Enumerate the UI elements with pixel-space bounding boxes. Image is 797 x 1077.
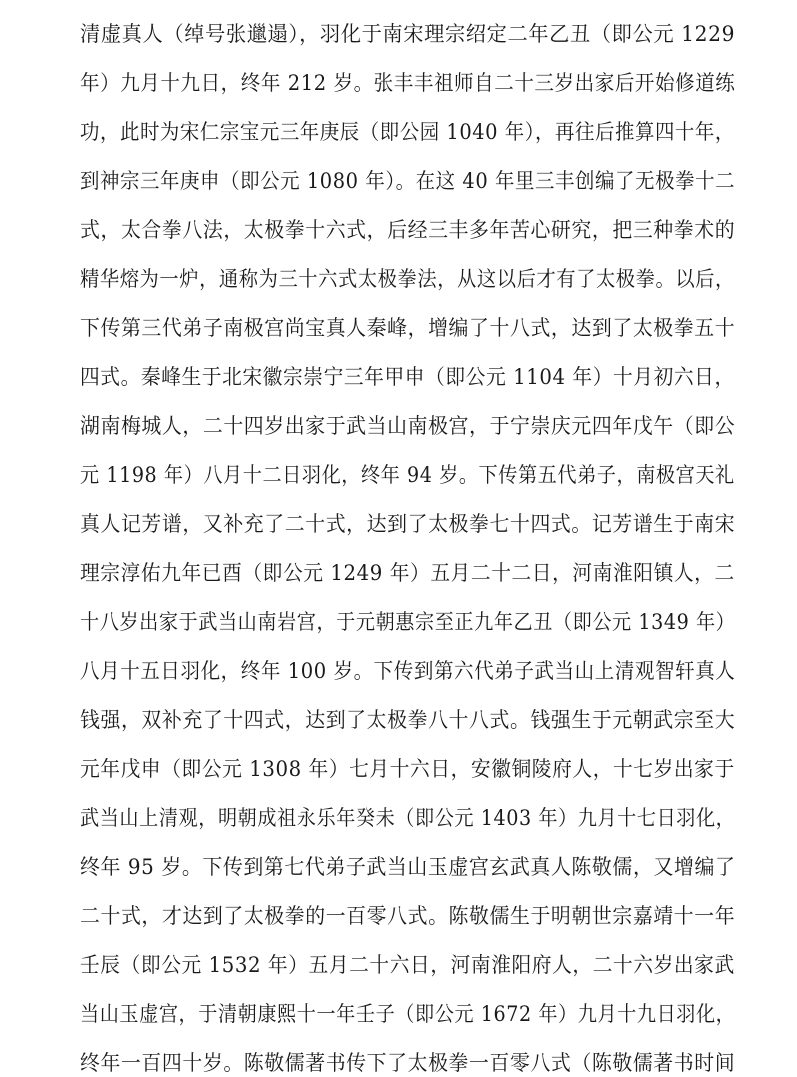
text-line: 当山玉虚宫，于清朝康熙十一年壬子（即公元 1672 年）九月十九日羽化， (80, 1002, 736, 1026)
text-line: 下传第三代弟子南极宫尚宝真人秦峰，增编了十八式，达到了太极拳五十 (80, 316, 736, 340)
text-line: 八月十五日羽化，终年 100 岁。下传到第六代弟子武当山上清观智轩真人 (80, 659, 736, 683)
text-line: 年）九月十九日，终年 212 岁。张丰丰祖师自二十三岁出家后开始修道练 (80, 71, 736, 95)
text-line: 二十式，才达到了太极拳的一百零八式。陈敬儒生于明朝世宗嘉靖十一年 (80, 904, 736, 928)
text-line: 理宗淳佑九年已酉（即公元 1249 年）五月二十二日，河南淮阳镇人，二 (80, 561, 735, 585)
text-line: 元年戊申（即公元 1308 年）七月十六日，安徽铜陵府人，十七岁出家于 (80, 757, 735, 781)
text-line: 四式。秦峰生于北宋徽宗崇宁三年甲申（即公元 1104 年）十月初六日， (80, 365, 735, 389)
text-line: 钱强，双补充了十四式，达到了太极拳八十八式。钱强生于元朝武宗至大 (80, 708, 736, 732)
text-line: 精华熔为一炉，通称为三十六式太极拳法，从这以后才有了太极拳。以后， (80, 267, 735, 291)
text-line: 武当山上清观，明朝成祖永乐年癸未（即公元 1403 年）九月十七日羽化， (80, 806, 736, 830)
text-line: 清虚真人（绰号张邋遢），羽化于南宋理宗绍定二年乙丑（即公元 1229 (80, 22, 736, 46)
text-line: 到神宗三年庚申（即公元 1080 年）。在这 40 年里三丰创编了无极拳十二 (80, 169, 736, 193)
text-line: 湖南梅城人，二十四岁出家于武当山南极宫，于宁崇庆元四年戊午（即公 (80, 414, 736, 438)
text-line: 十八岁出家于武当山南岩宫，于元朝惠宗至正九年乙丑（即公元 1349 年） (80, 610, 736, 634)
text-line: 终年 95 岁。下传到第七代弟子武当山玉虚宫玄武真人陈敬儒，又增编了 (80, 855, 736, 879)
text-line: 真人记芳谱，又补充了二十式，达到了太极拳七十四式。记芳谱生于南宋 (80, 512, 736, 536)
text-line: 壬辰（即公元 1532 年）五月二十六日，河南淮阳府人，二十六岁出家武 (80, 953, 735, 977)
text-line: 功，此时为宋仁宗宝元三年庚辰（即公园 1040 年），再往后推算四十年， (80, 120, 735, 144)
text-line: 元 1198 年）八月十二日羽化，终年 94 岁。下传第五代弟子，南极宫天礼 (80, 463, 735, 487)
text-line: 终年一百四十岁。陈敬儒著书传下了太极拳一百零八式（陈敬儒著书时间 (80, 1051, 736, 1075)
text-line: 式，太合拳八法，太极拳十六式，后经三丰多年苦心研究，把三种拳术的 (80, 218, 736, 242)
